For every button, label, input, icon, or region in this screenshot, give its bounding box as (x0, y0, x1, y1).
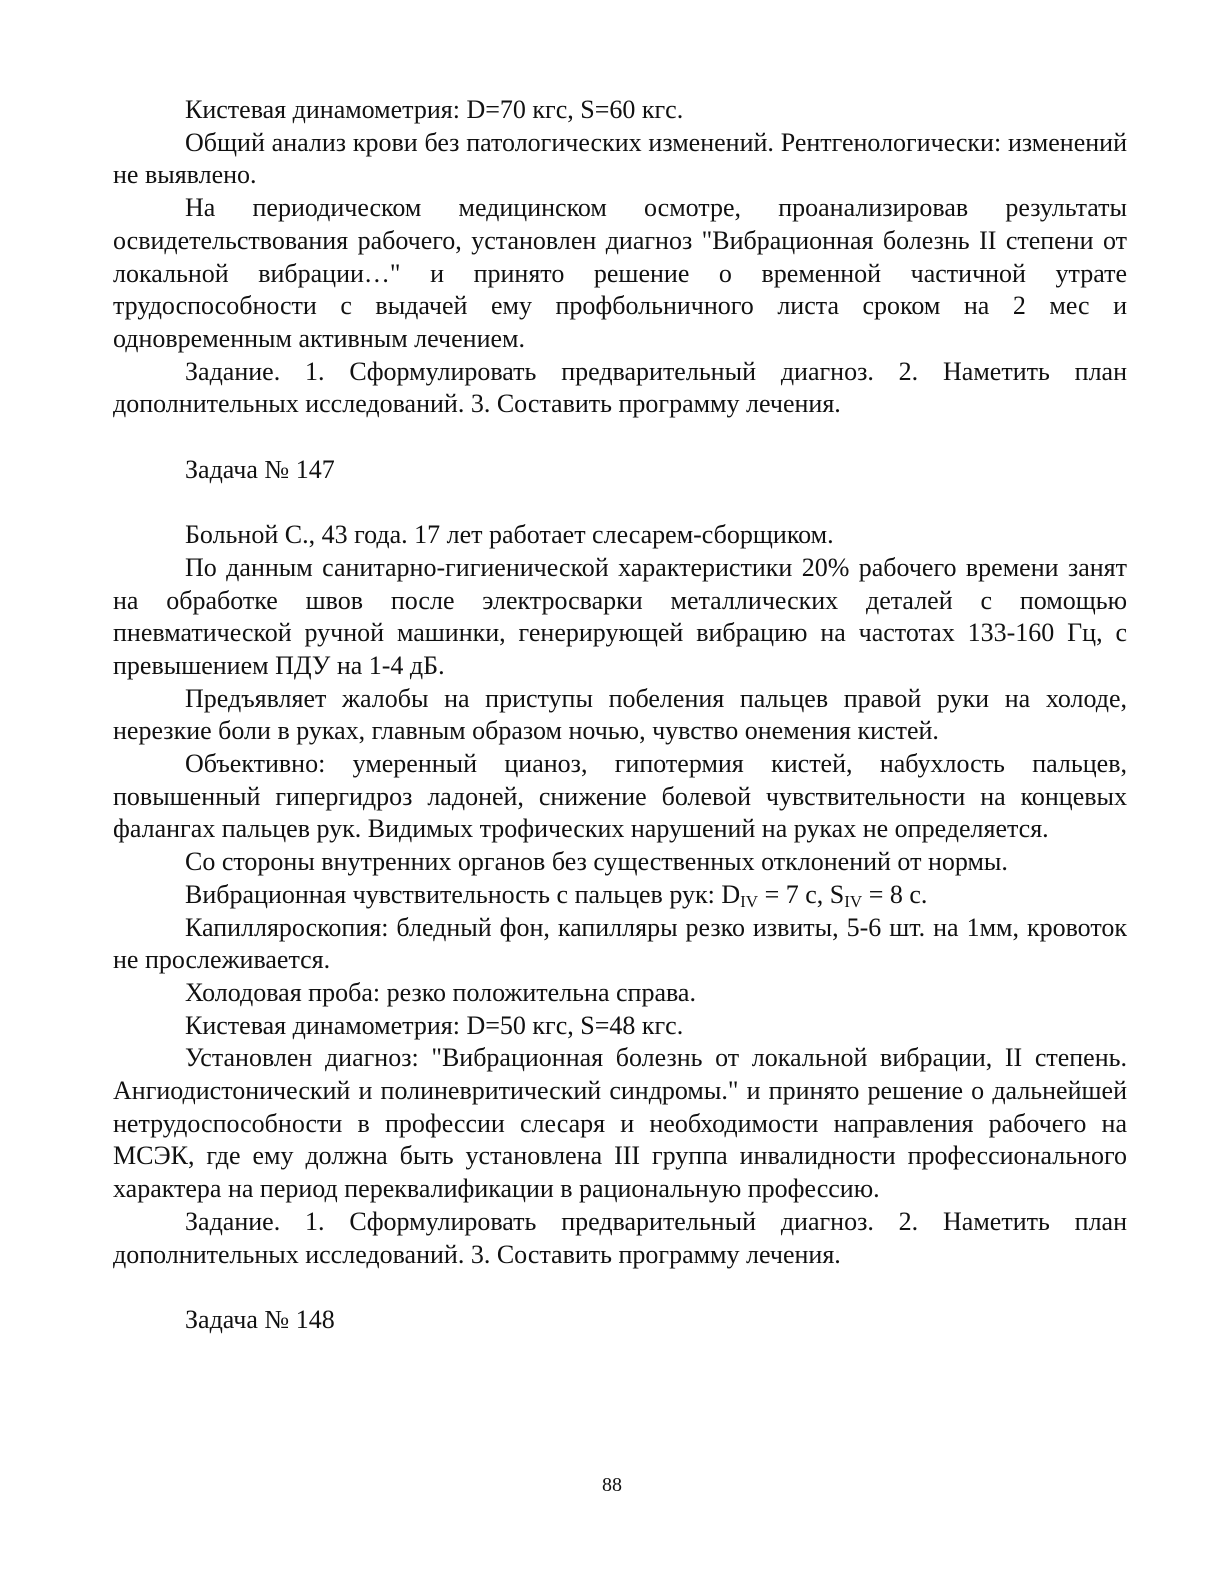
paragraph-cold-test: Холодовая проба: резко положительна справа. (185, 977, 696, 1007)
paragraph-hygiene-characteristics: По данным санитарно-гигиенической характеристики 20% рабочего времени занят на обработке швов после электросварки металлических деталей с помощью пневматической ручной машинки, генерирующей вибрацию на частотах 133-160 Гц, с превышением ПДУ на 1-4 дБ. (113, 552, 1127, 680)
spacer (113, 486, 1127, 519)
paragraph-objective-exam: Объективно: умеренный цианоз, гипотермия кистей, набухлость пальцев, повышенный гипергидроз ладоней, снижение болевой чувствительности на концевых фалангах пальцев рук. Видимых трофических нарушений на руках не определяется. (113, 749, 1127, 844)
spacer (113, 421, 1127, 454)
paragraph-assignment-1: Задание. 1. Сформулировать предварительный диагноз. 2. Наметить план дополнительных исследований. 3. Составить программу лечения. (113, 356, 1127, 419)
paragraph-capillaroscopy: Капилляроскопия: бледный фон, капилляры резко извиты, 5-6 шт. на 1мм, кровоток не прослеживается. (113, 912, 1127, 975)
vibration-middle: = 7 с, S (758, 879, 845, 909)
document-page (113, 94, 1127, 1337)
paragraph-blood-analysis: Общий анализ крови без патологических изменений. Рентгенологически: изменений не выявлено. (113, 127, 1127, 190)
vibration-suffix: = 8 с. (862, 879, 928, 909)
paragraph-diagnosis-2: Установлен диагноз: "Вибрационная болезнь от локальной вибрации, II степень. Ангиодистонический и полиневритический синдромы." и принято решение о дальнейшей нетрудоспособности в профессии слесаря и необходимости направления рабочего на МСЭК, где ему должна быть установлена III группа инвалидности профессионального характера на период переквалификации в рациональную профессию. (113, 1043, 1127, 1204)
paragraph-internal-organs: Со стороны внутренних органов без существенных отклонений от нормы. (185, 847, 1008, 877)
task-148-heading: Задача № 148 (185, 1304, 335, 1334)
paragraph-assignment-2: Задание. 1. Сформулировать предварительный диагноз. 2. Наметить план дополнительных исследований. 3. Составить программу лечения. (113, 1206, 1127, 1269)
task-147-heading: Задача № 147 (185, 454, 335, 484)
page-number: 88 (602, 1474, 622, 1496)
paragraph-dynamometry-1: Кистевая динамометрия: D=70 кгс, S=60 кгс. (185, 95, 684, 124)
paragraph-dynamometry-2: Кистевая динамометрия: D=50 кгс, S=48 кгс. (185, 1010, 684, 1040)
vibration-subscript-d: IV (740, 891, 759, 911)
paragraph-diagnosis-1: На периодическом медицинском осмотре, проанализировав результаты освидетельствования рабочего, установлен диагноз "Вибрационная болезнь II степени от локальной вибрации…" и принято решение о временной частичной утрате трудоспособности с выдачей ему профбольничного листа сроком на 2 мес и одновременным активным лечением. (113, 193, 1127, 353)
paragraph-vibration-sensitivity (113, 879, 1127, 912)
spacer (113, 1271, 1127, 1304)
paragraph-complaints: Предъявляет жалобы на приступы побеления пальцев правой руки на холоде, нерезкие боли в руках, главным образом ночью, чувство онемения кистей. (113, 683, 1127, 746)
vibration-prefix: Вибрационная чувствительность с пальцев рук: D (185, 879, 741, 909)
vibration-subscript-s: IV (844, 891, 863, 911)
paragraph-patient-info: Больной С., 43 года. 17 лет работает слесарем-сборщиком. (185, 520, 834, 550)
